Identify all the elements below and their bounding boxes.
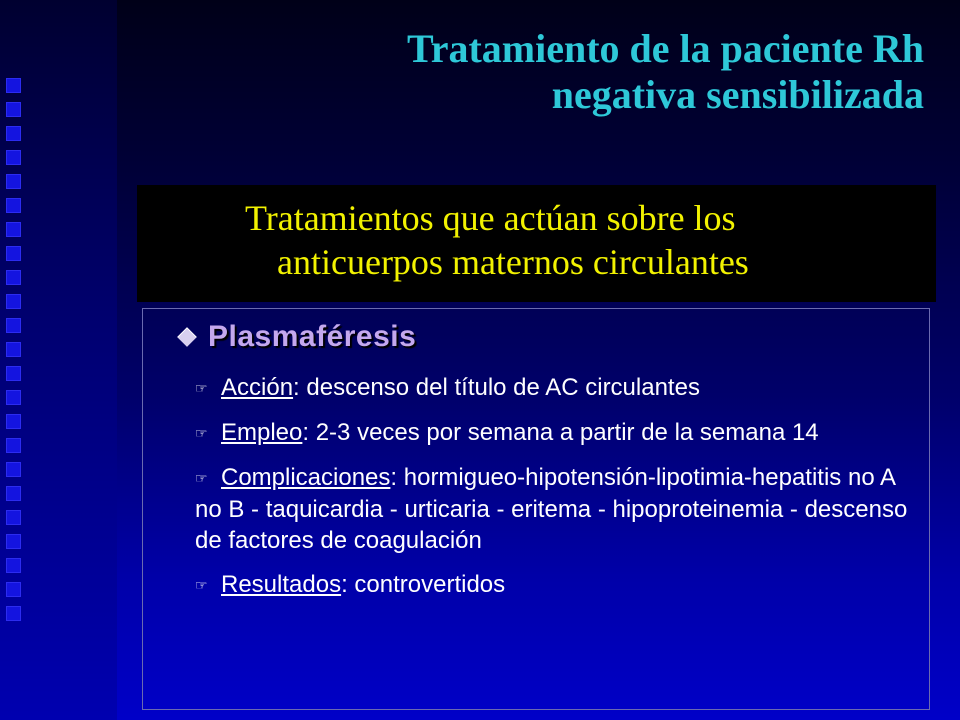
square-icon: [6, 390, 21, 405]
square-icon: [6, 318, 21, 333]
list-item: [195, 569, 917, 601]
slide-subtitle: [245, 196, 885, 284]
item-text: : descenso del título de AC circulantes: [293, 374, 700, 401]
square-icon: [6, 246, 21, 261]
square-icon: [6, 558, 21, 573]
item-term: Complicaciones: [221, 464, 391, 491]
title-line-1: Tratamiento de la paciente Rh: [407, 26, 924, 71]
diamond-bullet-icon: [177, 327, 197, 347]
subtitle-line-1: Tratamientos que actúan sobre los: [245, 198, 736, 238]
pointing-hand-icon: ☞: [195, 425, 208, 441]
item-term: Empleo: [221, 419, 303, 446]
square-icon: [6, 606, 21, 621]
square-icon: [6, 126, 21, 141]
pointing-hand-icon: ☞: [195, 577, 208, 593]
square-icon: [6, 174, 21, 189]
list-item: [195, 372, 917, 404]
square-icon: [6, 198, 21, 213]
item-text: : controvertidos: [341, 571, 506, 598]
title-line-2: negativa sensibilizada: [551, 72, 924, 117]
square-icon: [6, 366, 21, 381]
item-term: Acción: [221, 374, 294, 401]
square-icon: [6, 78, 21, 93]
square-icon: [6, 222, 21, 237]
square-icon: [6, 582, 21, 597]
subtitle-line-2: anticuerpos maternos circulantes: [277, 242, 749, 282]
item-text: : hormigueo-hipotensión-lipotimia-hepatitis no A no B - taquicardia - urticaria - eritema - hipoproteinemia - descenso de factores de coagulación: [195, 464, 908, 554]
square-icon: [6, 486, 21, 501]
square-icon: [6, 342, 21, 357]
square-icon: [6, 438, 21, 453]
decorative-side-bar: [0, 0, 117, 720]
pointing-hand-icon: ☞: [195, 470, 208, 486]
square-icon: [6, 102, 21, 117]
pointing-hand-icon: ☞: [195, 380, 208, 396]
square-icon: [6, 294, 21, 309]
square-icon: [6, 414, 21, 429]
square-icon: [6, 534, 21, 549]
square-icon: [6, 150, 21, 165]
item-text: : 2-3 veces por semana a partir de la semana 14: [302, 419, 819, 446]
main-bullet: [178, 320, 416, 354]
slide-title: [407, 26, 924, 118]
square-icon: [6, 270, 21, 285]
decorative-squares: [6, 78, 24, 621]
bullet-list: [195, 372, 917, 614]
square-icon: [6, 510, 21, 525]
item-term: Resultados: [221, 571, 342, 598]
list-item: [195, 417, 917, 449]
main-bullet-label: Plasmaféresis: [208, 320, 417, 353]
square-icon: [6, 462, 21, 477]
list-item: [195, 462, 917, 556]
